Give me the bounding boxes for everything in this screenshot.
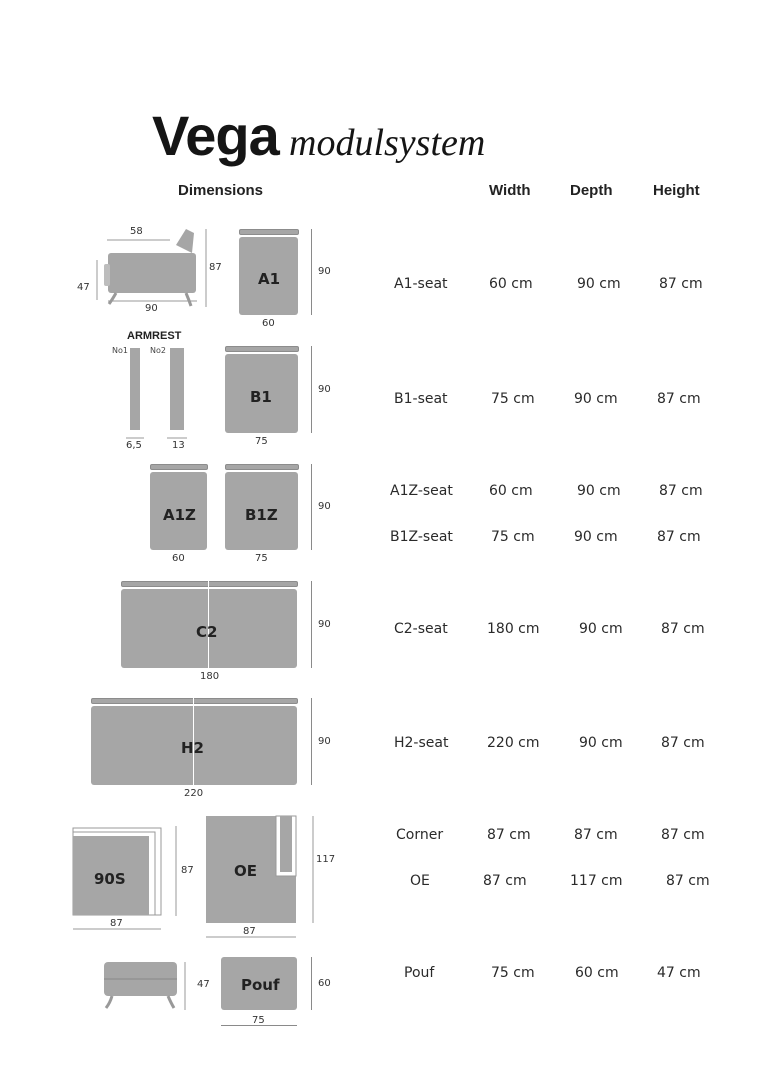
b1z-depth-line [311,464,312,550]
c2-width-dim: 180 [200,671,220,682]
row-height: 87 cm [661,827,705,843]
row-name: H2-seat [394,735,449,751]
pouf-side-height-dim: 47 [197,979,210,990]
h2-depth-dim: 90 [318,736,331,747]
row-height: 87 cm [661,621,705,637]
row-height: 87 cm [659,483,703,499]
a1-label: A1 [258,270,281,288]
row-depth: 90 cm [579,735,623,751]
pouf-side-icon [104,962,185,1010]
b1-back-band [225,346,299,352]
armrest-title: ARMREST [127,330,182,342]
a1z-width-dim: 60 [172,553,185,564]
b1z-label: B1Z [245,506,278,524]
row-height: 87 cm [666,873,710,889]
armrest-icon [126,348,187,438]
side-profile-icon [97,229,206,307]
row-width: 75 cm [491,391,535,407]
row-name: B1Z-seat [390,529,453,545]
c2-depth-dim: 90 [318,619,331,630]
row-name: Pouf [404,965,435,981]
pouf-depth-line [311,957,312,1010]
row-name: C2-seat [394,621,448,637]
column-header-depth: Depth [570,182,613,199]
b1-width-dim: 75 [255,436,268,447]
row-depth: 87 cm [574,827,618,843]
row-height: 87 cm [657,529,701,545]
side-height-dim: 87 [209,262,222,273]
b1z-width-dim: 75 [255,553,268,564]
armrest-no1: No1 [112,346,128,355]
a1-width-dim: 60 [262,318,275,329]
row-height: 87 cm [657,391,701,407]
row-width: 220 cm [487,735,540,751]
page-subtitle: modulsystem [289,122,486,164]
h2-label: H2 [181,739,204,757]
armrest-w1: 6,5 [126,440,142,451]
a1z-label: A1Z [163,506,196,524]
row-width: 60 cm [489,276,533,292]
oe-label: OE [234,862,257,880]
column-header-dimensions: Dimensions [178,182,264,199]
s90-width-dim: 87 [110,918,123,929]
row-height: 87 cm [661,735,705,751]
row-width: 87 cm [487,827,531,843]
oe-outline [206,816,313,937]
h2-width-dim: 220 [184,788,204,799]
c2-back-band [121,581,298,587]
side-bottom-dim: 90 [145,303,158,314]
row-width: 60 cm [489,483,533,499]
armrest-w2: 13 [172,440,185,451]
row-width: 87 cm [483,873,527,889]
column-header-width: Width [489,182,531,199]
row-depth: 90 cm [579,621,623,637]
row-name: OE [410,873,430,889]
c2-depth-line [311,581,312,668]
b1-label: B1 [250,388,272,406]
b1z-depth-dim: 90 [318,501,331,512]
row-depth: 60 cm [575,965,619,981]
pouf-label: Pouf [241,976,280,994]
row-name: A1-seat [394,276,448,292]
pouf-depth-dim: 60 [318,978,331,989]
row-height: 87 cm [659,276,703,292]
oe-width-dim: 87 [243,926,256,937]
a1-back-band [239,229,299,235]
a1z-back-band [150,464,208,470]
row-depth: 90 cm [574,391,618,407]
h2-back-band [91,698,298,704]
row-depth: 90 cm [574,529,618,545]
side-seat-dim: 47 [77,282,90,293]
s90-label: 90S [94,870,126,888]
oe-depth-dim: 117 [316,854,336,865]
b1-depth-line [311,346,312,433]
row-depth: 117 cm [570,873,623,889]
row-name: B1-seat [394,391,448,407]
row-width: 75 cm [491,965,535,981]
row-height: 47 cm [657,965,701,981]
row-name: A1Z-seat [390,483,453,499]
column-header-height: Height [653,182,700,199]
row-width: 75 cm [491,529,535,545]
b1-depth-dim: 90 [318,384,331,395]
page-title: Vega [152,104,279,167]
side-top-dim: 58 [130,226,143,237]
h2-depth-line [311,698,312,785]
a1-depth-line [311,229,312,315]
row-depth: 90 cm [577,483,621,499]
row-depth: 90 cm [577,276,621,292]
s90-depth-dim: 87 [181,865,194,876]
pouf-width-dim: 75 [252,1015,265,1026]
armrest-no2: No2 [150,346,166,355]
c2-label: C2 [196,623,218,641]
b1z-back-band [225,464,299,470]
row-name: Corner [396,827,444,843]
a1-depth-dim: 90 [318,266,331,277]
row-width: 180 cm [487,621,540,637]
